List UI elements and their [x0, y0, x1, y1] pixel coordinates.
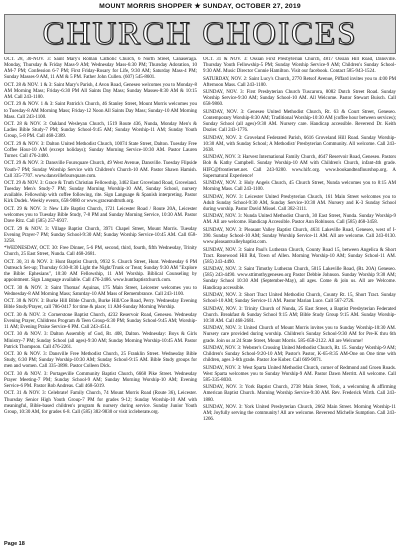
- church-listing: OCT. 31 & NOV. 3: Celebrate! Family Church, 74 Mount Morris Road (Route 36), Leicester. Thursday Senior High Youth Group-7 PM for grades 9-12; Sunday Worship-10 AM with meaningful, Bible-based children's program & nursery during service. Sunday Junior Youth Group, 10:30 AM, for grades 6-8. Call (585) 382-9830 or visit iccleberate.org.: [4, 391, 197, 415]
- church-listing: SUNDAY, NOV. 3: Harvest International Family Church, 4647 Reservoir Road, Geneseo. Pastors Bob & Kathy Campbell. Sunday Worship-10 AM with Children's Church, infant-4th grade. HIFC@frontiernet.net. Call 243-9280. www.hifc.org. www.bookandteaflourshop.org. A Supernatural Experience!: [203, 155, 396, 179]
- church-listing: SUNDAY, NOV. 3: Pleasant Valley Baptist Church, 4631 Lakeville Road, Geneseo, west of I-390. Sunday School-10 AM; Sunday Worship Service-11 AM. All are welcome. Call 243-0130. www.pleasantvalleybaptist.com.: [203, 227, 396, 246]
- church-listing: OCT. 30 & NOV. 3: Cornerstone Baptist Church, 4232 Reservoir Road, Geneseo. Wednesday Evening Prayer, Childrens Program & Teen Group-6:30 PM; Sunday School-9:45 AM; Worship-11 AM; Evening Praise Service-6 PM. Call 243-4514.: [4, 312, 197, 330]
- church-listing: OCT. 30 & NOV. 3: Burke Hill Bible Church, Burke Hill/Coe Road, Perry. Wednesday Evening Bible Study/Prayer, call 786-0417 for time & place; 11 AM-Sunday Morning Worship.: [4, 299, 197, 311]
- church-listing: OCT. 30 & NOV. 3: Saint Thomas' Aquinas, 175 Main Street, Leicester welcomes you to Wednesday-8 AM Morning Mass; Saturday-10 AM Mass of Remembrance. Call 243-1100.: [4, 285, 197, 297]
- church-listing: SUNDAY, NOV. 3: Groveland Federated Parish, 6616 Groveland Hill Road. Sunday Worship-10:30 AM, with Sunday School; A Methodist/ Presbyterian Community. All welcome. Call 243-2638.: [203, 135, 396, 153]
- right-column: [203, 57, 396, 539]
- church-listing: SUNDAY, NOV. 3: Holy Angels Church, 45 Church Street, Nunda welcomes you to 8:15 AM Morning Mass. Call 243-1100.: [203, 181, 396, 193]
- church-listing: SUNDAY, NOV. 3: York Baptist Church, 2738 Main Street, York, a welcoming & affirming American Baptist Church. Morning Worship Service-9:30 AM. Rev. Frederick Wirth. Call 243-1880.: [203, 385, 396, 403]
- church-listing: SUNDAY, NOV. 3: West Sparta United Methodist Church, corner of Redmond and Groen Roads. West Sparta welcomes you to Sunday Worship-9 AM. Pastor Dawn Merritt. All welcome. Call 585-335-8030.: [203, 365, 396, 383]
- church-listing: SUNDAY, NOV. 3: Leicester United Presbyterian Church, 161 Main Street welcomes you to Adult Sunday School-9:30 AM, Sunday Service-10:30 AM. Nursery and K-3 Sunday School during worship. Pastor David Missel. Call 382-3111.: [203, 194, 396, 212]
- church-listing: OCT. 29 & NOV. 3: New Life Baptist Church, 1721 Leicester Road / Route 20A, Leicester welcomes you to Tuesday Bible Study, 7-8 PM and Sunday Morning Service, 10:30 AM. Pastor Dave Ritz. Call (585) 257-6937.: [4, 206, 197, 225]
- church-listing: OCT. 30 & NOV. 3: Dansville Free Methodist Church, 25 Franklin Street. Wednesday Bible Study, 6:30 PM; Sunday Worship-10:30 AM; Sunday School-9:15 AM. Bible Study groups for men and women. Call 335-3898. Pastor Colleen Dick.: [4, 352, 197, 370]
- church-listing: OCT. 29 & NOV. 3: Grace & Truth Christian Fellowship, 3462 East Groveland Road, Groveland. Tuesday Men's Study-7 PM; Sunday Morning Worship-10 AM, Sunday School, nursery available. Fellowship with coffee following, rite. Sign Language & Spanish interpreting. Pastor Kirk Dudek. Weekly events, 658-9880 or www.graceandtruth.org.: [4, 181, 197, 205]
- church-listing: SUNDAY, NOV. 3: York United Presbyterian Church, 2662 Main Street. Morning Worship-11 AM; Joyfully serving the community! All are welcome. Reverend Michelle Sumption. Call 243-1266.: [203, 405, 396, 423]
- church-listing: OCT. 31 & NOV. 3: Ossian First Presbyterian Church, 4817 Ossian Hill Road, Dansville. Thursday Youth Fellowship-5 PM; Sunday Worship Service-9 AM; Children's Sunday School-9:30 AM. Music Director Connie Hamilton. Visit our facebook. Contact 585-943-1524.: [203, 57, 396, 75]
- church-listing: SUNDAY, NOV. 3: Geneseo United Methodist Church, Rt. 63 & Court Street, Geneseo. Contemporary Worship-8:30 AM; Traditional Worship-10:30 AM (coffee hour between services); Sunday School (all ages)-9:30 AM. Nursery care. Handicap accessible. Reverend Dr. Keith Dozier. Call 243-1776.: [203, 109, 396, 134]
- church-listing: OCT. 29 & NOV. 3: Dalton United Methodist Church, 10074 State Street, Dalton. Tuesday Free Coffee Hour-10 AM (except holidays); Sunday Morning Service-10:30 AM. Pastor Lauren Turner. Call 476-2400.: [4, 141, 197, 159]
- church-listing: OCT. 28 & NOV. 1 & 3: Saint Mary's Parish, 4 Avon Road, Geneseo welcomes you to Monday-8 AM Morning Mass; Friday-6:30 PM All Saints Day Mass; Sunday Masses-8:30 AM & 10:15 AM. Call 243-1100.: [4, 82, 197, 100]
- church-listing: SUNDAY, NOV. 3: Nunda United Methodist Church, 30 East Street, Nunda. Sunday Worship-9 AM. All are welcome. Handicap Accessible. Pastor Ann Robinson. Call (585) 468-3458.: [203, 214, 396, 226]
- church-listing: SUNDAY, NOV. 3: Saint Paul's Lutheran Church, County Road 15, between Angelica & Short Tract. Rosewood Hill Rd, Town of Allen. Morning Worship-10 AM; Sunday School-11 AM. (585) 243-4490.: [203, 247, 396, 265]
- church-listing: OCT. 30, 31 & NOV. 3: Hunt Baptist Church, 9932 S. Church Street, Hunt. Wednesday 6 PM Outreach Set-up; Thursday 6:30-8:30 Light the Night/Trunk or Treat; Sunday 9:30 AM "Explore the Bible: Ephesians", 10:30 AM Fellowship, 11 AM Worship. Biblical Counseling by appointment. Sign Language available. Call 476-2486. www.huntbaptistchurch.com.: [4, 259, 197, 284]
- page-number: Page 18: [4, 541, 25, 547]
- church-listing: OCT. 29 & NOV. 1 & 3: Saint Patrick's Church, 46 Stanley Street, Mount Morris welcomes you to Tuesday-8 AM Morning Mass; Friday-12 Noon All Saints Day Mass; Sunday-10 AM Morning Mass. Call 243-1100.: [4, 102, 197, 120]
- church-listing: OCT. 29 & NOV. 3: Village Baptist Church, 3971 Chapel Street, Mount Morris. Tuesday Evening Prayer-7 PM; Sunday School-9:30 AM; Sunday Worship Service-10:45 AM. Call 658-3258.: [4, 226, 197, 244]
- page-header: MOUNT MORRIS SHOPPER ★ SUNDAY, OCTOBER 27, 2019: [99, 3, 301, 10]
- banner-title: CHURCH CHOICES: [42, 15, 358, 52]
- church-listing: OCT. 30 & NOV. 3: Dalton Assembly of God, Rt. 408, Dalton. Wednesday: Boys & Girls Ministry-7 PM; Sunday School (all ages)-9:30 AM; Sunday Morning Worship-10:45 AM. Pastor Patrick Thompson. Call 476-2261.: [4, 332, 197, 350]
- church-listing: SUNDAY, NOV. 3: Saint Timothy Lutheran Church, 5015 Lakeville Road, (Rt. 20A) Geneseo. (585) 243-4490. www.sttimothygeneseo.org Pastor Debbie Johnson. Sunday Worship 9:30 AM; Sunday School 10:30 AM (September-May), all ages. Come & join us. All are Welcome. Handicap accessible.: [203, 267, 396, 291]
- church-choices-banner: [4, 14, 396, 54]
- church-listing: *WEDNESDAY, OCT. 30: Free Dinner, 5-6 PM, second, third, fourth, fifth Wednesday, Trinity Church, 25 East Street, Nunda. Call 468-2681.: [4, 246, 197, 258]
- church-listing: SUNDAY, NOV. 3: Webster's Crossing United Methodist Church, Rt. 15. Sunday Worship-9 AM; Children's Sunday School-9:20-10 AM; Pastor's Pastor, K-65-8:35 AM-One on One time with children, ages 3-6th grade. Pastor Joe Kober. Call 669-9071.: [203, 345, 396, 364]
- church-listing: SUNDAY, NOV. 3: First Presbyterian Church Tuscarora, 8082 Dutch Street Road. Sunday Worship Service-9:30 AM; Sunday School-10 AM. All Welcome. Pastor Stewart Buisch. Call 658-9860.: [203, 90, 396, 108]
- church-listing: OCT. 29 & NOV. 3: Dansville Foursquare Church, 49 West Avenue, Dansville. Tuesday Flipside Youth-7 PM; Sunday Worship Service with Children's Church-10 AM. Pastor Shawn Hamish. Call 335-7707. www.dansvillefoursquare.com.: [4, 161, 197, 179]
- listing-columns: [4, 57, 396, 539]
- left-column: [4, 57, 197, 539]
- church-listing: SUNDAY, NOV. 3: Trinity Church of Nunda, 25 East Street, a Baptist Presbyterian Federated Church. Breakfast & Sunday School 9:15 AM; Bible Study Group 9:15 AM. Sunday Worship-10:30 AM. Call 468-2681.: [203, 306, 396, 324]
- church-listing: SUNDAY, NOV. 3: Short Tract United Methodist Church, County Rt. 15, Short Tract. Sunday School-10 AM; Sunday Service-11 AM. Pastor Marian Luce. Call 567-2726.: [203, 293, 396, 305]
- church-listing: SUNDAY, NOV. 3: United Church of Mount Morris invites you to Sunday Worship-10:30 AM. Nursery care provided during worship. Children's Sunday School-9:30 AM for Pre-K thru 6th grade. Join us at 24 State Street, Mount Morris. 585-658-2122. All are Welcome!: [203, 326, 396, 344]
- church-listing: SATURDAY, NOV. 2: Saint Lucy's Church, 2770 Retsof Avenue, Piffard invites you to 4:00 PM Afternoon Mass. Call 243-1100.: [203, 76, 396, 88]
- church-listing: OCT. 30 & NOV. 3: Portageville Community Baptist Church, 6668 Pike Street. Wednesday Prayer Meeting-7 PM; Sunday School-9 AM; Sunday Morning Worship-10 AM; Evening Service-6 PM. Pastor Rob Andreas. Call 468-5019.: [4, 371, 197, 389]
- church-listing: OCT. 28, 30-NOV. 3: Saint Mary's Roman Catholic Church, 6 North Street, Canaseraga. Monday, Thursday & Friday Mass-9 AM; Wednesday Mass-6:30 PM; Thursday Adoration, 10 AM-7 PM; Confession 6-7 PM; First Friday-Rosary for Life, 9:30 AM; Saturday Mass-4 PM; Sunday Masses-9 AM, 11 AM & 5 PM. Father John Cullen. (607) 545-8601.: [4, 57, 197, 81]
- church-listing: OCT. 28 & NOV. 3: Oakland Wesleyan Church, 1519 Route 436, Nunda, Monday Men's & Ladies Bible Study-7 PM; Sunday School-9:45 AM; Sunday Worship-11 AM; Sunday Youth Group, 5-8 PM. Call 468-2389.: [4, 122, 197, 140]
